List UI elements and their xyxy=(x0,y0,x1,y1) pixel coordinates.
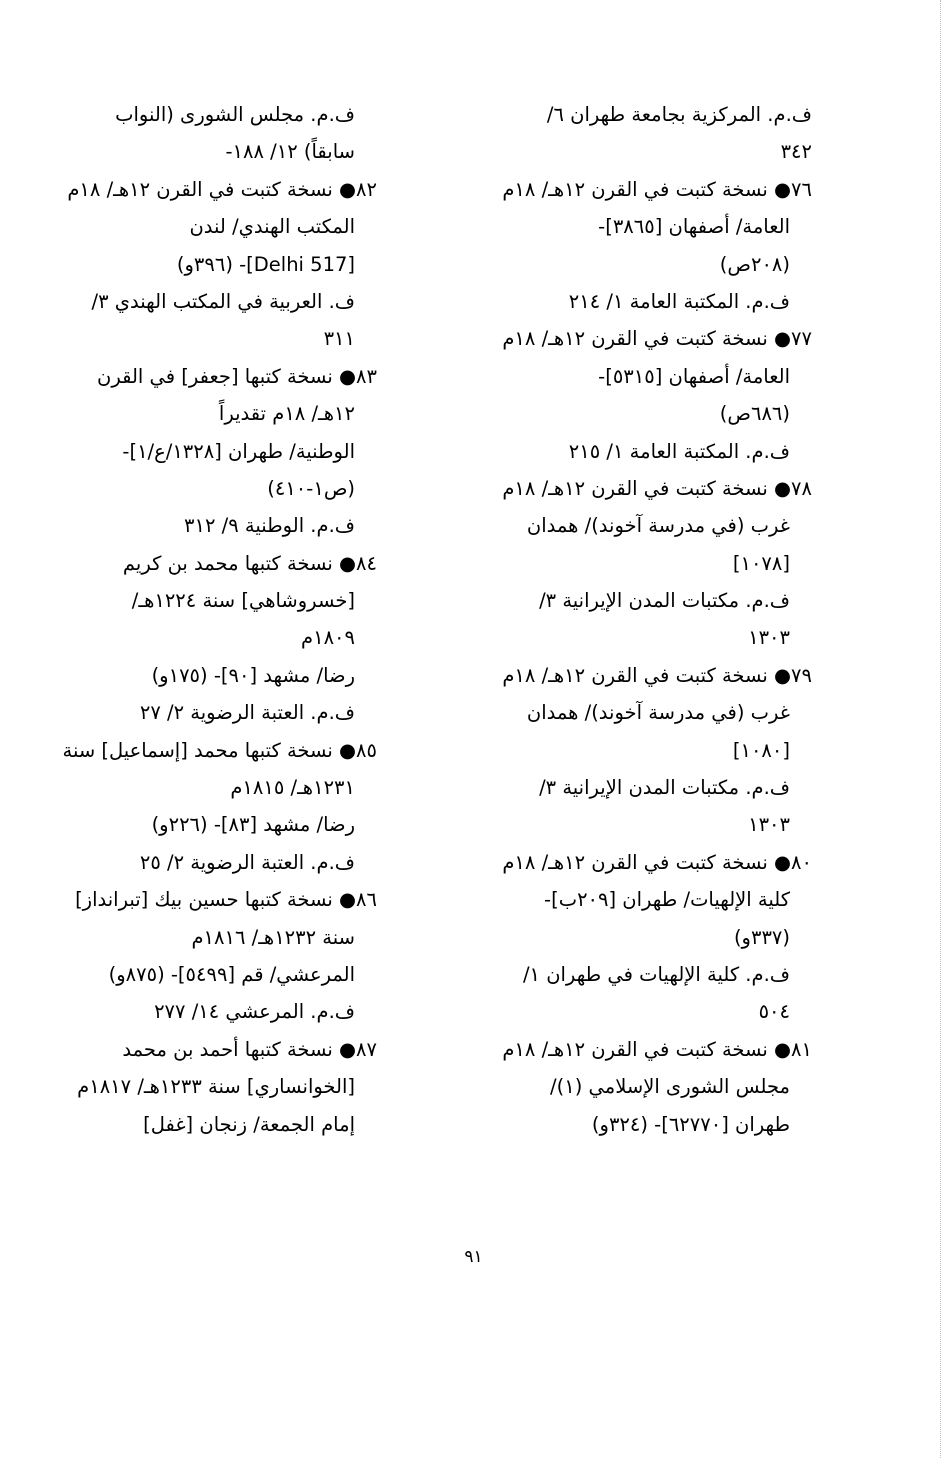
text-line: ف.م. المكتبة العامة ١/ ٢١٤ xyxy=(568,289,790,313)
text-line: ١٢هـ/ ١٨م تقديراً xyxy=(218,402,355,426)
text-line: [خسروشاهي] سنة ١٢٢٤هـ/ xyxy=(131,589,355,613)
text-line: (٣٣٧و) xyxy=(733,925,790,949)
text-line: ٨٢● نسخة كتبت في القرن ١٢هـ/ ١٨م xyxy=(67,177,377,201)
text-line: مجلس الشورى الإسلامي (١)/ xyxy=(550,1075,790,1099)
text-line: ٣٤٢ xyxy=(780,140,812,164)
scan-edge-line xyxy=(940,0,941,1458)
text-line: طهران [٦٢٧٧٠]- (٣٢٤و) xyxy=(591,1112,790,1136)
text-line: ٧٦● نسخة كتبت في القرن ١٢هـ/ ١٨م xyxy=(502,177,812,201)
text-line: ٨٤● نسخة كتبها محمد بن كريم xyxy=(122,551,377,575)
text-line: ٧٩● نسخة كتبت في القرن ١٢هـ/ ١٨م xyxy=(502,663,812,687)
text-line: [Delhi 517]- (٣٩٦و) xyxy=(176,252,355,276)
text-line: ف.م. العتبة الرضوية ٢/ ٢٥ xyxy=(139,850,355,874)
text-line: سابقاً) ١٢/ ١٨٨- xyxy=(225,140,355,164)
text-line: غرب (في مدرسة آخوند)/ همدان xyxy=(526,514,790,538)
text-line: سنة ١٢٣٢هـ/ ١٨١٦م xyxy=(191,925,355,949)
text-line: ف.م. مكتبات المدن الإيرانية ٣/ xyxy=(539,589,790,613)
right-column xyxy=(472,96,812,1143)
text-line: ١٢٣١هـ/ ١٨١٥م xyxy=(230,776,355,800)
text-line: ٧٨● نسخة كتبت في القرن ١٢هـ/ ١٨م xyxy=(502,476,812,500)
text-line: (٦٨٦ص) xyxy=(719,402,790,426)
text-line: ٧٧● نسخة كتبت في القرن ١٢هـ/ ١٨م xyxy=(502,327,812,351)
text-line: (ص١-٤١٠) xyxy=(267,476,355,500)
text-line: المكتب الهندي/ لندن xyxy=(189,215,355,239)
text-line: ف.م. المرعشي ١٤/ ٢٧٧ xyxy=(154,1000,355,1024)
text-line: ٥٠٤ xyxy=(758,1000,790,1024)
text-line: ف.م. المكتبة العامة ١/ ٢١٥ xyxy=(568,439,790,463)
text-line: رضا/ مشهد [٨٣]- (٢٢٦و) xyxy=(151,813,355,837)
text-line: الوطنية/ طهران [١٣٢٨/ع/١]- xyxy=(122,439,355,463)
text-line: ١٣٠٣ xyxy=(748,813,790,837)
text-line: غرب (في مدرسة آخوند)/ همدان xyxy=(526,701,790,725)
text-line: ٨٦● نسخة كتبها حسين بيك [تبرانداز] xyxy=(75,888,377,912)
text-line: ٨٧● نسخة كتبها أحمد بن محمد xyxy=(122,1037,377,1061)
text-line: [١٠٧٨] xyxy=(732,551,790,575)
text-line: ف.م. مكتبات المدن الإيرانية ٣/ xyxy=(539,776,790,800)
left-column xyxy=(62,96,377,1143)
text-line: كلية الإلهيات/ طهران [٢٠٩ب]- xyxy=(544,888,790,912)
text-line: [الخوانساري] سنة ١٢٣٣هـ/ ١٨١٧م xyxy=(77,1075,355,1099)
text-line: العامة/ أصفهان [٣٨٦٥]- xyxy=(598,215,790,239)
text-line: رضا/ مشهد [٩٠]- (١٧٥و) xyxy=(151,663,355,687)
text-line: (٢٠٨ص) xyxy=(719,252,790,276)
page-number: ٩١ xyxy=(464,1247,483,1267)
text-line: ٨١● نسخة كتبت في القرن ١٢هـ/ ١٨م xyxy=(502,1037,812,1061)
text-line: ١٣٠٣ xyxy=(748,626,790,650)
text-line: المرعشي/ قم [٥٤٩٩]- (٨٧٥و) xyxy=(108,962,355,986)
text-line: إمام الجمعة/ زنجان [غفل] xyxy=(143,1112,355,1136)
text-line: ٣١١ xyxy=(323,327,355,351)
text-line: [١٠٨٠] xyxy=(732,738,790,762)
text-line: ف.م. مجلس الشورى (النواب xyxy=(115,103,355,126)
text-line: ف.م. كلية الإلهيات في طهران ١/ xyxy=(522,962,790,986)
text-line: ٨٠● نسخة كتبت في القرن ١٢هـ/ ١٨م xyxy=(502,850,812,874)
text-line: ٨٥● نسخة كتبها محمد [إسماعيل] سنة xyxy=(62,738,377,762)
text-line: ف.م. الوطنية ٩/ ٣١٢ xyxy=(184,514,355,538)
text-line: ف.م. المركزية بجامعة طهران ٦/ xyxy=(546,103,812,126)
text-line: ف. العربية في المكتب الهندي ٣/ xyxy=(91,289,355,313)
text-line: العامة/ أصفهان [٥٣١٥]- xyxy=(598,364,790,388)
text-line: ف.م. العتبة الرضوية ٢/ ٢٧ xyxy=(139,701,355,725)
text-line: ١٨٠٩م xyxy=(301,626,355,650)
text-line: ٨٣● نسخة كتبها [جعفر] في القرن xyxy=(97,364,377,388)
